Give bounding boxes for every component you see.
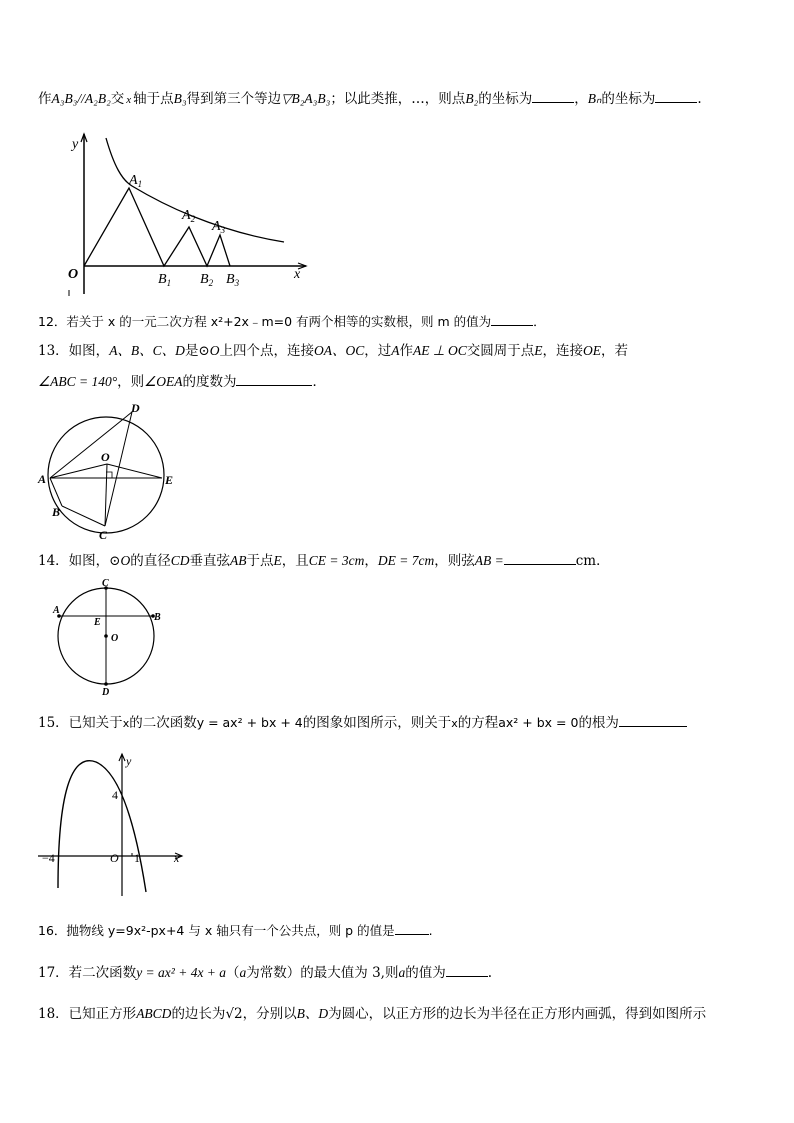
q17-var-a: a — [398, 965, 406, 980]
segment-bc — [62, 506, 105, 526]
q14-de-length: DE = 7cm — [377, 553, 435, 568]
label-a: A — [53, 605, 60, 616]
q17-function: y = ax² + 4x + a — [136, 965, 227, 980]
label-c: C — [102, 578, 109, 589]
q11-text-part: 作 — [38, 91, 52, 107]
q18-side-length: √2 — [225, 1006, 243, 1022]
point-d — [104, 682, 108, 686]
q17-var-a: a — [239, 965, 247, 980]
q11-text-part: 得到第三个等边 — [186, 91, 282, 107]
q13-text-part: ，若 — [601, 343, 629, 359]
q17-text-part: （ — [226, 965, 240, 981]
label-b1: $B_1$ — [158, 272, 172, 288]
question-16 — [38, 920, 433, 941]
q14-point-e: E — [273, 553, 282, 568]
q14-diameter: CD — [170, 553, 190, 568]
q13-text-part: 作 — [399, 343, 413, 359]
q15-text-part: 的方程 — [457, 715, 499, 731]
q11-text-part: 交 — [110, 91, 125, 107]
q13-angle-oea: ∠OEA — [144, 374, 183, 389]
hyperbola-curve — [106, 138, 284, 242]
q13-text-part: 交圆周于点 — [466, 343, 535, 359]
answer-blank[interactable] — [446, 962, 488, 977]
figure-q13-circle — [36, 398, 186, 543]
q14-center: O — [120, 553, 131, 568]
parabola-curve — [58, 761, 146, 892]
q15-text-part: 的图象如图所示，则关于 — [302, 715, 452, 731]
q15-text-part: 的二次函数 — [129, 715, 197, 731]
label-e: E — [94, 617, 101, 628]
q11-triangle-label: ▽B₂A₃B₃ — [281, 91, 331, 106]
q14-chord: AB — [230, 553, 247, 568]
q14-unit: cm． — [575, 553, 610, 569]
q15-equation: ax² + bx = 0 — [498, 715, 579, 730]
question-12 — [38, 311, 546, 332]
label-c: C — [99, 528, 108, 542]
question-13-line2 — [38, 371, 326, 392]
q11-text-part: ， — [574, 91, 588, 107]
label-1: 1 — [134, 851, 140, 865]
label-b2: $B_2$ — [200, 272, 214, 288]
q14-text-part: 的直径 — [130, 553, 171, 569]
label-origin: O — [68, 267, 79, 282]
q13-circle-center: O — [209, 343, 220, 358]
q14-ab-eq: AB = — [474, 553, 504, 568]
q14-text-part: 14．如图，⊙ — [38, 553, 121, 569]
question-13-line1 — [38, 341, 628, 361]
label-x: x — [174, 851, 180, 865]
answer-blank[interactable] — [491, 311, 533, 326]
label-b: B — [52, 505, 61, 519]
label-b: B — [154, 612, 161, 623]
q13-segments: OA、OC — [314, 343, 365, 358]
question-18 — [38, 1004, 706, 1024]
label-a: A — [38, 472, 47, 486]
q15-x-var: x — [122, 717, 130, 730]
q18-square: ABCD — [136, 1006, 172, 1021]
q14-text-part: 垂直弦 — [189, 553, 231, 569]
q11-text-part: ；以此类推，…，则点 — [330, 91, 466, 107]
q14-text-part: ，则弦 — [434, 553, 475, 569]
label-a2: $A_2$ — [182, 208, 196, 224]
q15-text-part: 的根为 — [578, 715, 619, 731]
q18-centers: B、D — [296, 1006, 329, 1021]
q14-text-part: 于点 — [246, 553, 274, 569]
figure-q15-parabola — [38, 752, 188, 900]
label-4: 4 — [112, 788, 118, 802]
label-d: D — [131, 401, 140, 415]
q14-text-part: ，且 — [281, 553, 309, 569]
question-15 — [38, 712, 687, 734]
q11-bn-label: Bₙ — [587, 91, 602, 106]
q17-text-part: . — [487, 965, 493, 981]
label-y: y — [126, 754, 132, 768]
q13-angle-abc: ∠ABC = 140° — [38, 374, 118, 389]
q14-text-part: ， — [364, 553, 378, 569]
q16-text: 16．抛物线 y=9x²-px+4 与 x 轴只有一个公共点，则 p 的值是 — [38, 923, 395, 938]
label-o: O — [110, 851, 119, 865]
label-x: x — [294, 267, 301, 282]
q13-text-part: ，过 — [364, 343, 392, 359]
q11-b3-label: B₃ — [173, 91, 187, 106]
label-o: O — [111, 633, 119, 644]
circle-o — [48, 417, 164, 533]
label-d: D — [102, 687, 110, 696]
q14-ce-length: CE = 3cm — [308, 553, 365, 568]
q11-text-part: 的坐标为 — [478, 91, 533, 107]
q15-function: y = ax² + bx + 4 — [196, 715, 303, 730]
label-a1: $A_1$ — [129, 173, 143, 189]
label-o: O — [101, 450, 110, 464]
q11-text — [38, 88, 702, 110]
label-e: E — [165, 473, 174, 487]
answer-blank[interactable] — [236, 371, 312, 386]
answer-blank[interactable] — [395, 920, 429, 935]
label-neg4: −4 — [42, 851, 55, 865]
q18-text-part: 的边长为 — [171, 1006, 226, 1022]
q13-point-e: E — [534, 343, 543, 358]
q15-x-var: x — [451, 717, 458, 730]
label-b3: $B_3$ — [226, 272, 240, 288]
q11-text-part: . — [697, 91, 702, 107]
q13-text-part: 的度数为 — [182, 374, 237, 390]
figure-q14-circle — [50, 578, 170, 696]
q16-end: . — [428, 923, 433, 938]
q13-point-a: A — [391, 343, 400, 358]
segment-oe — [107, 464, 162, 478]
segment-ab — [50, 478, 62, 506]
question-14 — [38, 550, 610, 571]
q12-text: 12．若关于 x 的一元二次方程 x²+2x﹣m=0 有两个相等的实数根，则 m 的值为 — [38, 314, 492, 329]
q12-end: ． — [533, 314, 546, 329]
label-a3: $A_3$ — [212, 219, 226, 235]
q13-text-part: 是⊙ — [184, 343, 210, 359]
q13-text-part: ，则 — [117, 374, 145, 390]
q13-points: A、B、C、D — [109, 343, 185, 358]
q11-b2-label: B₂ — [465, 91, 479, 106]
q13-text-part: ． — [312, 374, 326, 390]
answer-blank[interactable] — [655, 88, 697, 103]
q13-text-part: ，连接 — [542, 343, 584, 359]
q13-perpendicular: AE ⊥ OC — [413, 343, 467, 358]
question-17 — [38, 962, 492, 983]
answer-blank[interactable] — [532, 88, 574, 103]
q11-segment-label: A₃B₃//A₂B₂ — [51, 91, 111, 106]
q13-text-part: 上四个点，连接 — [219, 343, 314, 359]
q15-text-part: 15．已知关于 — [38, 715, 123, 731]
q17-text-part: 为常数）的最大值为 3,则 — [246, 965, 399, 981]
q17-text-part: 17．若二次函数 — [38, 965, 137, 981]
point-o — [104, 634, 108, 638]
q17-text-part: 的值为 — [405, 965, 446, 981]
q13-segment-oe: OE — [583, 343, 602, 358]
answer-blank[interactable] — [504, 550, 576, 565]
q11-text-part: 轴于点 — [133, 91, 174, 107]
q18-text-part: ，分别以 — [242, 1006, 297, 1022]
label-y: y — [72, 137, 79, 152]
q11-text-part: 的坐标为 — [601, 91, 656, 107]
q13-text-part: 13．如图， — [38, 343, 110, 359]
answer-blank[interactable] — [619, 712, 687, 727]
q18-text-part: 为圆心，以正方形的边长为半径在正方形内画弧，得到如图所示 — [328, 1006, 707, 1022]
q11-x-var: x — [126, 94, 132, 106]
figure-q11-hyperbola — [62, 126, 322, 298]
q18-text-part: 18．已知正方形 — [38, 1006, 137, 1022]
